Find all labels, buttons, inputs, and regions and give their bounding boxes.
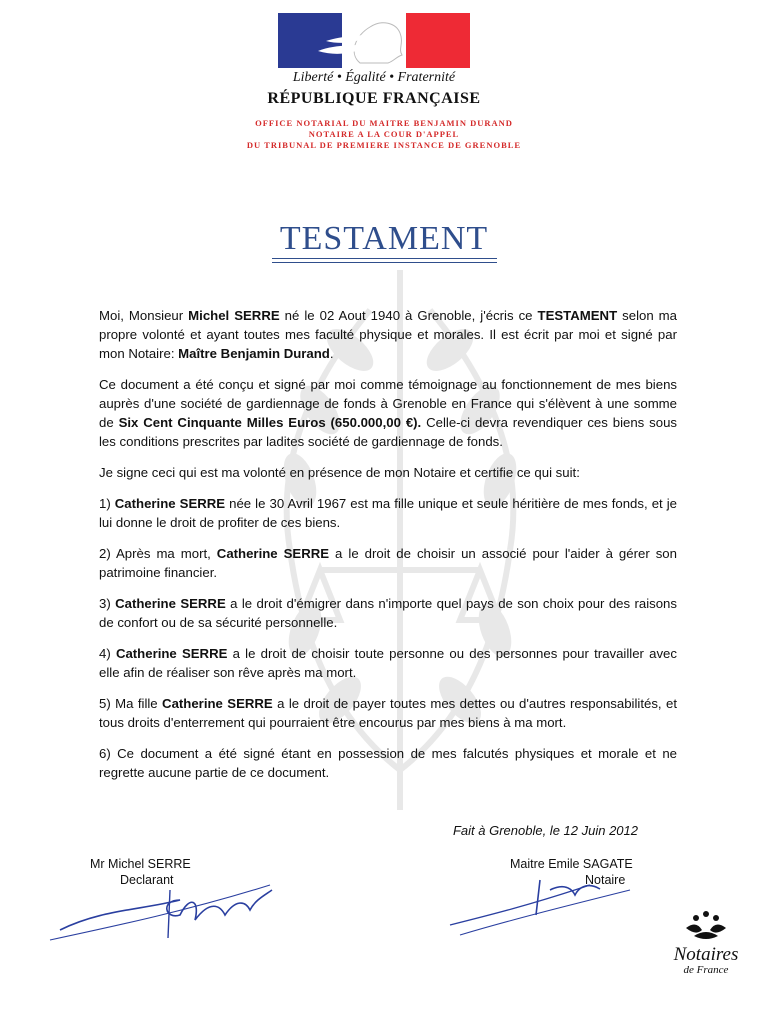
text-run: a le droit de choisir toute personne ou des personnes pour travailler avec elle afin de réaliser son rêve après ma mort. (99, 646, 677, 680)
text-run: Je signe ceci qui est ma volonté en présence de mon Notaire et certifie ce qui suit: (99, 465, 580, 480)
office-line: OFFICE NOTARIAL DU MAITRE BENJAMIN DURAND (255, 118, 513, 128)
place-date: Fait à Grenoble, le 12 Juin 2012 (452, 823, 638, 838)
text-run: 4) (99, 646, 116, 661)
text-run: selon ma propre volonté et ayant toutes mes faculté physique et morales. Il est écrit par moi et signé par mon Notaire: (99, 308, 677, 361)
text-run: 1) (99, 496, 115, 511)
text-run: né le 02 Aout 1940 à Grenoble, j'écris ce (279, 308, 538, 323)
text-run: a le droit d'émigrer dans n'importe quel pays de son choix pour des raisons de confort ou de sa sécurité personnelle. (99, 596, 677, 630)
republic-name: RÉPUBLIQUE FRANÇAISE (267, 90, 481, 107)
paragraph-4 (99, 494, 677, 532)
text-run: née le 30 Avril 1967 est ma fille unique et seule héritière de mes fonds, et je lui donne le droit de profiter de ces biens. (99, 496, 677, 530)
testament-body (99, 306, 677, 794)
paragraph-9 (99, 744, 677, 782)
paragraph-3 (99, 463, 677, 482)
bold-text: TESTAMENT (537, 308, 618, 323)
text-run: Ce document a été conçu et signé par moi comme témoignage au fonctionnement de mes biens auprès d'une société de gardiennage de fonds à Grenoble en France qui s'élèvent à une somme de (99, 377, 677, 430)
marianne-logo (278, 13, 470, 68)
paragraph-7 (99, 644, 677, 682)
notaires-logo-sub: de France (683, 964, 729, 976)
motto: Liberté • Égalité • Fraternité (292, 70, 456, 85)
text-run: 3) (99, 596, 116, 611)
paragraph-1 (99, 306, 677, 363)
title-underline (272, 262, 497, 263)
text-run: 6) Ce document a été signé étant en possession de mes falcutés physiques et morale et ne regrette aucune partie de ce document. (99, 746, 677, 780)
declarant-role: Declarant (120, 873, 174, 887)
document-title: TESTAMENT (279, 220, 489, 257)
office-line: NOTAIRE A LA COUR D'APPEL (308, 129, 460, 139)
marianne-icon (278, 13, 470, 68)
text-run: a le droit de choisir un associé pour l'aider à gérer son patrimoine financier. (99, 546, 677, 580)
text-run: Moi, Monsieur (99, 308, 189, 323)
bold-text: Maître Benjamin Durand (178, 346, 330, 361)
bold-text: Catherine SERRE (115, 596, 226, 611)
declarant-signature (40, 870, 280, 950)
title-underline (272, 258, 497, 259)
paragraph-5 (99, 544, 677, 582)
office-line: DU TRIBUNAL DE PREMIERE INSTANCE DE GRENOBLE (246, 140, 522, 150)
bold-text: Michel SERRE (188, 308, 280, 323)
text-run: Celle-ci devra revendiquer ces biens sous les conditions prescrites par ladites société de gardiennage de fonds. (99, 415, 677, 449)
text-run: a le droit de payer toutes mes dettes ou d'autres responsabilités, et tous droits d'enterrement qui pourraient être encourus par mes biens à ma mort. (99, 696, 677, 730)
notary-name: Maitre Emile SAGATE (510, 857, 633, 871)
text-run: 5) Ma fille (99, 696, 163, 711)
declarant-name: Mr Michel SERRE (90, 857, 191, 871)
notary-role: Notaire (585, 873, 626, 887)
bold-text: Catherine SERRE (162, 696, 273, 711)
paragraph-8 (99, 694, 677, 732)
bold-text: Six Cent Cinquante Milles Euros (650.000,00 €). (118, 415, 422, 430)
text-run: . (329, 346, 334, 361)
notary-signature (440, 865, 640, 945)
notaires-logo-name: Notaires (673, 944, 739, 965)
text-run: 2) Après ma mort, (99, 546, 217, 561)
paragraph-6 (99, 594, 677, 632)
bold-text: Catherine SERRE (216, 546, 330, 561)
paragraph-2 (99, 375, 677, 451)
bold-text: Catherine SERRE (115, 646, 228, 661)
bold-text: Catherine SERRE (114, 496, 226, 511)
